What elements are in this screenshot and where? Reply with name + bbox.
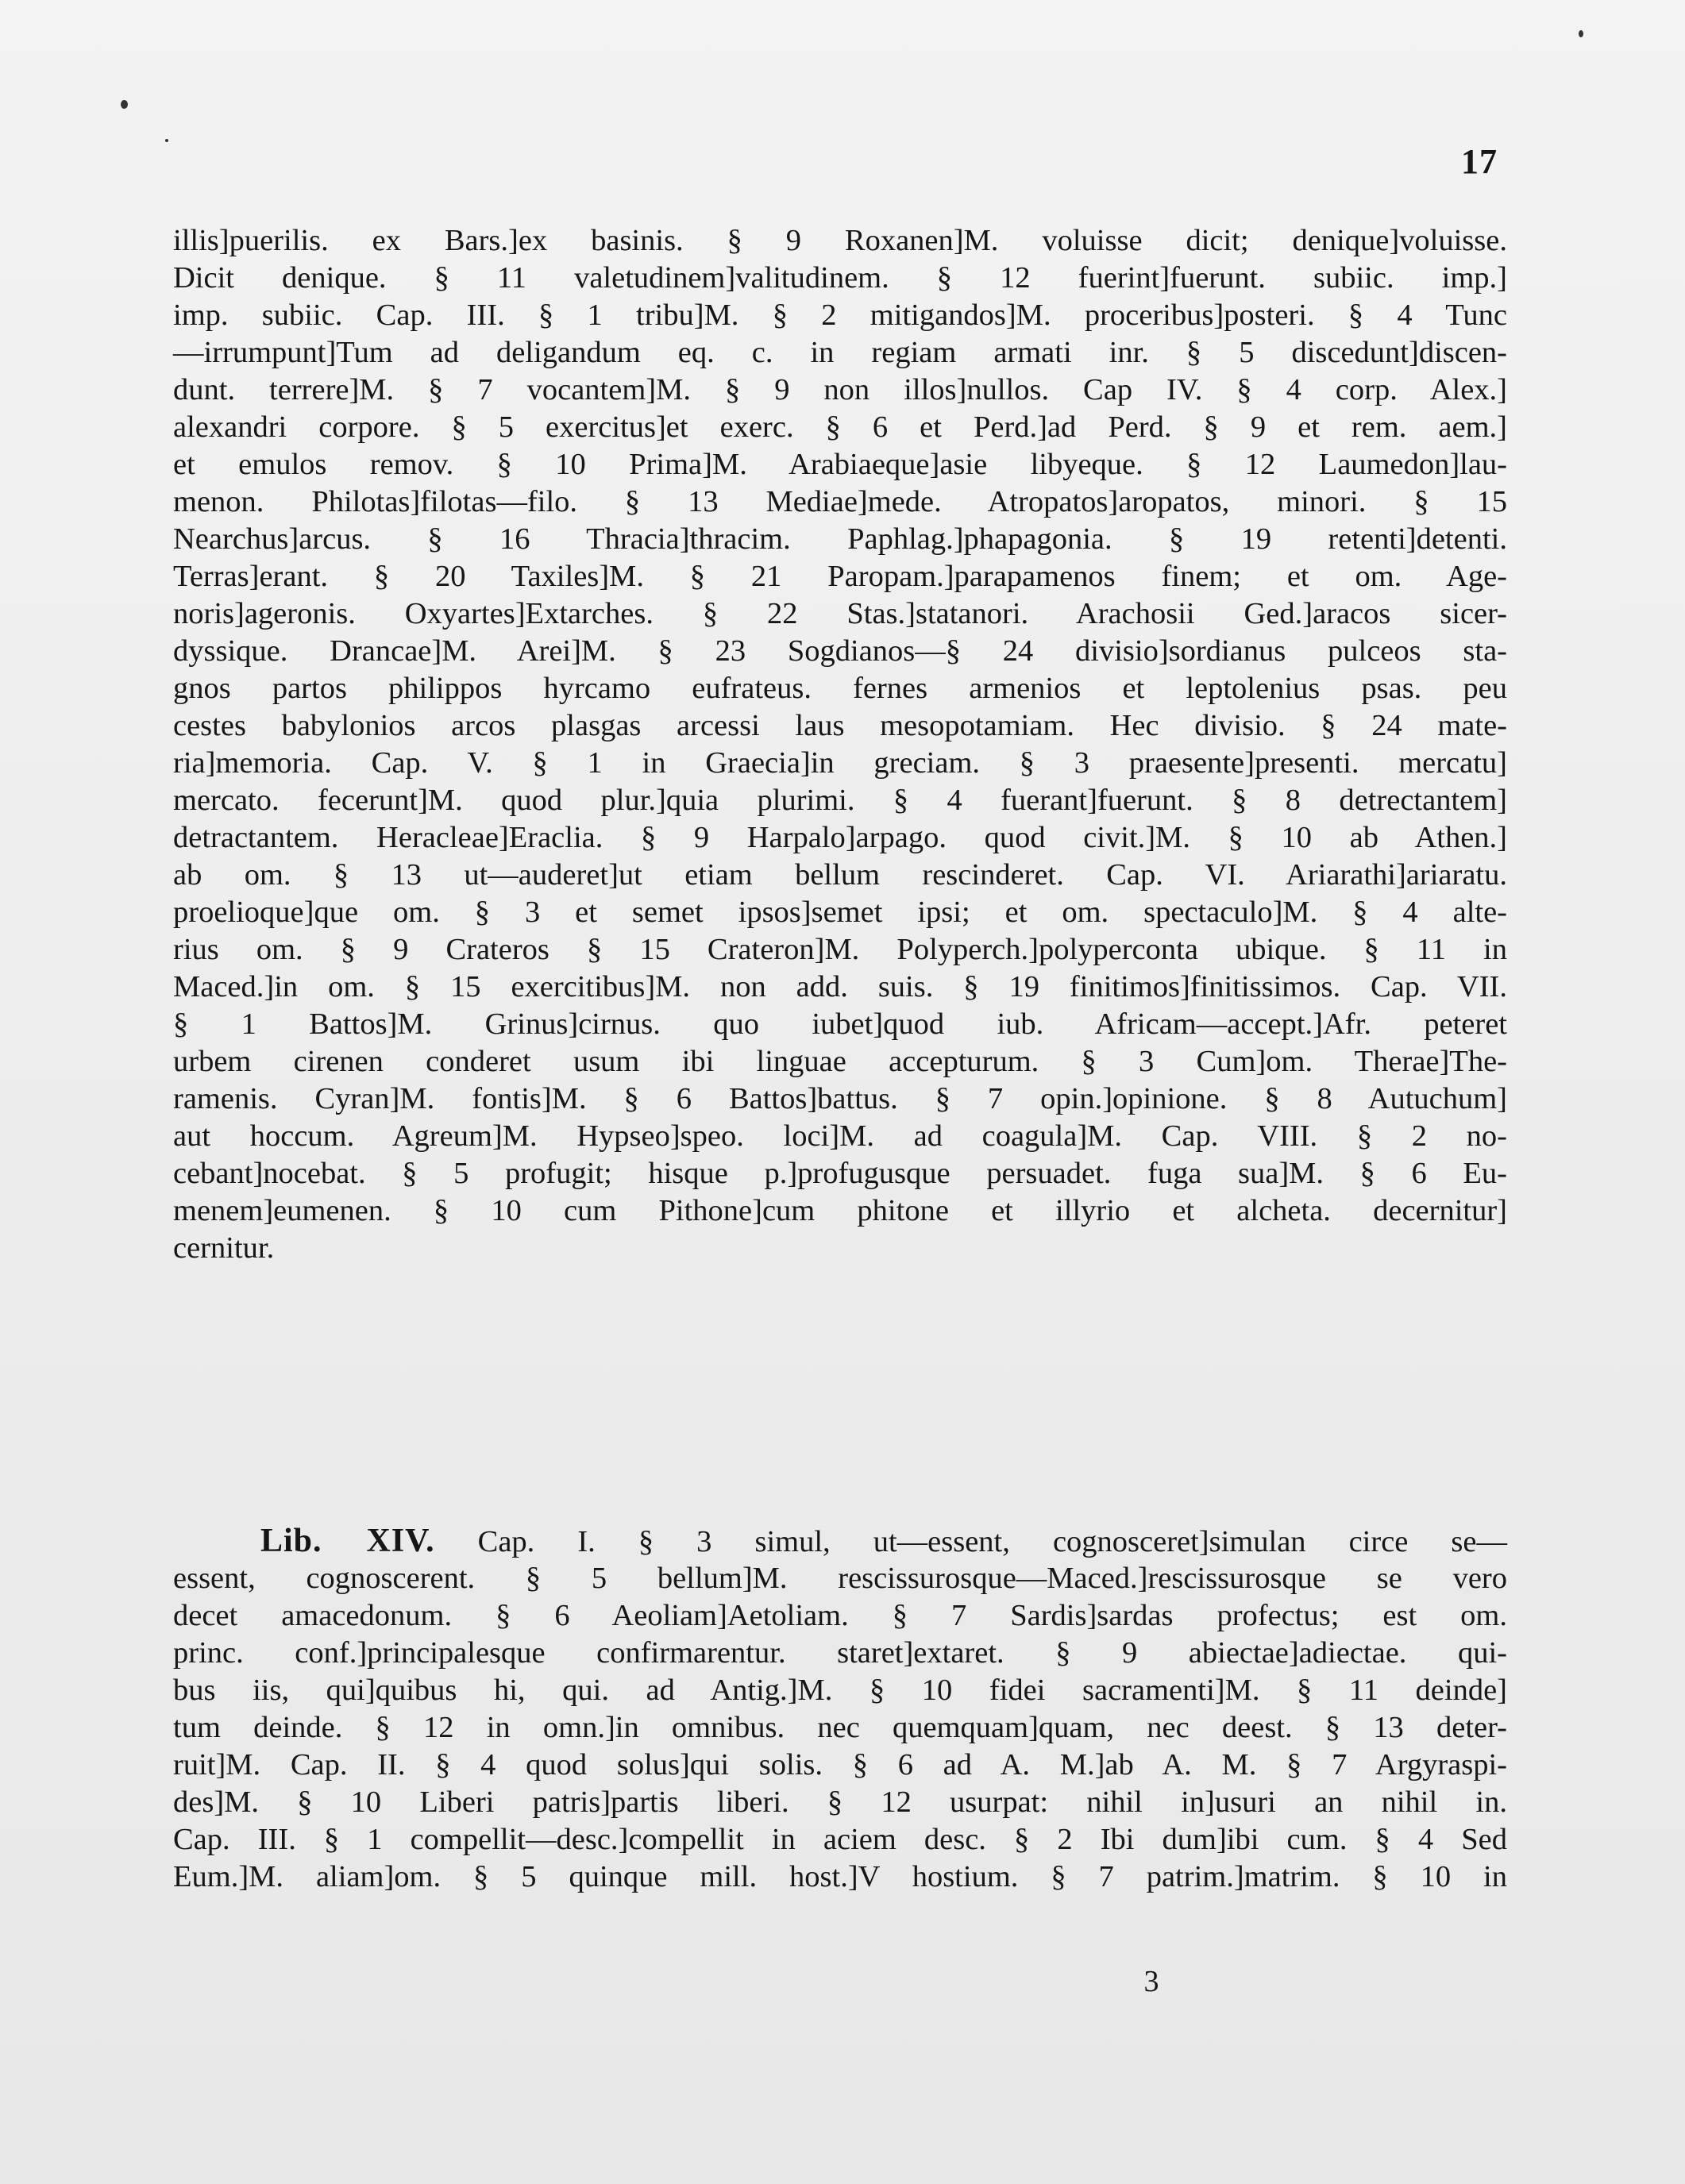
text-line: ria]memoria. Cap. V. § 1 in Graecia]in greciam. § 3 praesente]presenti. mercatu] (173, 746, 1507, 780)
text-line: Nearchus]arcus. § 16 Thracia]thracim. Paphlag.]phapagonia. § 19 retenti]detenti. (173, 522, 1507, 556)
text-line: Dicit denique. § 11 valetudinem]valitudinem. § 12 fuerint]fuerunt. subiic. imp.] (173, 261, 1507, 295)
text-line: urbem cirenen conderet usum ibi linguae accepturum. § 3 Cum]om. Therae]The- (173, 1045, 1507, 1078)
text-line: ruit]M. Cap. II. § 4 quod solus]qui solis. § 6 ad A. M.]ab A. M. § 7 Argyraspi- (173, 1748, 1507, 1781)
ink-speck (165, 139, 168, 142)
text-line: dyssique. Drancae]M. Arei]M. § 23 Sogdianos—§ 24 divisio]sordianus pulceos sta- (173, 634, 1507, 668)
text-line: gnos partos philippos hyrcamo eufrateus. fernes armenios et leptolenius psas. peu (173, 672, 1507, 705)
text-line: cernitur. (173, 1231, 275, 1265)
text-line: des]M. § 10 Liberi patris]partis liberi. § 12 usurpat: nihil in]usuri an nihil in. (173, 1785, 1507, 1819)
text-line: Cap. III. § 1 compellit—desc.]compellit in aciem desc. § 2 Ibi dum]ibi cum. § 4 Sed (173, 1823, 1507, 1856)
text-line: decet amacedonum. § 6 Aeoliam]Aetoliam. § 7 Sardis]sardas profectus; est om. (173, 1599, 1507, 1632)
text-line: —irrumpunt]Tum ad deligandum eq. c. in regiam armati inr. § 5 discedunt]discen- (173, 336, 1507, 369)
book-heading-line (173, 1523, 1507, 1560)
text-line: rius om. § 9 Crateros § 15 Crateron]M. Polyperch.]polyperconta ubique. § 11 in (173, 933, 1507, 966)
text-line: detractantem. Heracleae]Eraclia. § 9 Harpalo]arpago. quod civit.]M. § 10 ab Athen.] (173, 821, 1507, 854)
text-line: § 1 Battos]M. Grinus]cirnus. quo iubet]quod iub. Africam—accept.]Afr. peteret (173, 1007, 1507, 1041)
text-line: imp. subiic. Cap. III. § 1 tribu]M. § 2 mitigandos]M. proceribus]posteri. § 4 Tunc (173, 299, 1507, 332)
text-line: princ. conf.]principalesque confirmarentur. staret]extaret. § 9 abiectae]adiectae. qui- (173, 1636, 1507, 1670)
ink-speck (1579, 30, 1583, 37)
text-line: Terras]erant. § 20 Taxiles]M. § 21 Paropam.]parapamenos finem; et om. Age- (173, 560, 1507, 593)
text-section-1 (173, 222, 1507, 1267)
ink-speck (121, 100, 128, 109)
text-line: bus iis, qui]quibus hi, qui. ad Antig.]M. § 10 fidei sacramenti]M. § 11 deinde] (173, 1674, 1507, 1707)
text-line: essent, cognoscerent. § 5 bellum]M. rescissurosque—Maced.]rescissurosque se vero (173, 1562, 1507, 1595)
signature-mark: 3 (1143, 1965, 1159, 1998)
text-line: illis]puerilis. ex Bars.]ex basinis. § 9 Roxanen]M. voluisse dicit; denique]voluisse. (173, 224, 1507, 257)
text-line: dunt. terrere]M. § 7 vocantem]M. § 9 non illos]nullos. Cap IV. § 4 corp. Alex.] (173, 373, 1507, 406)
text-line: cestes babylonios arcos plasgas arcessi laus mesopotamiam. Hec divisio. § 24 mate- (173, 709, 1507, 742)
text-line: ramenis. Cyran]M. fontis]M. § 6 Battos]battus. § 7 opin.]opinione. § 8 Autuchum] (173, 1082, 1507, 1115)
text-line: et emulos remov. § 10 Prima]M. Arabiaeque]asie libyeque. § 12 Laumedon]lau- (173, 448, 1507, 481)
text-line: Maced.]in om. § 15 exercitibus]M. non add. suis. § 19 finitimos]finitissimos. Cap. VII. (173, 970, 1507, 1003)
text-line: mercato. fecerunt]M. quod plur.]quia plurimi. § 4 fuerant]fuerunt. § 8 detrectantem] (173, 784, 1507, 817)
text-line: menem]eumenen. § 10 cum Pithone]cum phitone et illyrio et alcheta. decernitur] (173, 1194, 1507, 1227)
text-line: alexandri corpore. § 5 exercitus]et exerc. § 6 et Perd.]ad Perd. § 9 et rem. aem.] (173, 410, 1507, 444)
book-label: Lib. XIV. (260, 1523, 435, 1559)
page-number: 17 (1461, 142, 1498, 181)
text-line: ab om. § 13 ut—auderet]ut etiam bellum rescinderet. Cap. VI. Ariarathi]ariaratu. (173, 858, 1507, 892)
text-line: proelioque]que om. § 3 et semet ipsos]semet ipsi; et om. spectaculo]M. § 4 alte- (173, 896, 1507, 929)
text-line-rest: Cap. I. § 3 simul, ut—essent, cognosceret]simulan circe se— (477, 1525, 1507, 1558)
text-line: noris]ageronis. Oxyartes]Extarches. § 22 Stas.]statanori. Arachosii Ged.]aracos sicer- (173, 597, 1507, 630)
text-line: tum deinde. § 12 in omn.]in omnibus. nec quemquam]quam, nec deest. § 13 deter- (173, 1711, 1507, 1744)
text-line: Eum.]M. aliam]om. § 5 quinque mill. host.]V hostium. § 7 patrim.]matrim. § 10 in (173, 1860, 1507, 1893)
text-line: cebant]nocebat. § 5 profugit; hisque p.]profugusque persuadet. fuga sua]M. § 6 Eu- (173, 1157, 1507, 1190)
text-section-2 (173, 1523, 1507, 1896)
text-line: menon. Philotas]filotas—filo. § 13 Mediae]mede. Atropatos]aropatos, minori. § 15 (173, 485, 1507, 518)
text-line: aut hoccum. Agreum]M. Hypseo]speo. loci]M. ad coagula]M. Cap. VIII. § 2 no- (173, 1119, 1507, 1153)
